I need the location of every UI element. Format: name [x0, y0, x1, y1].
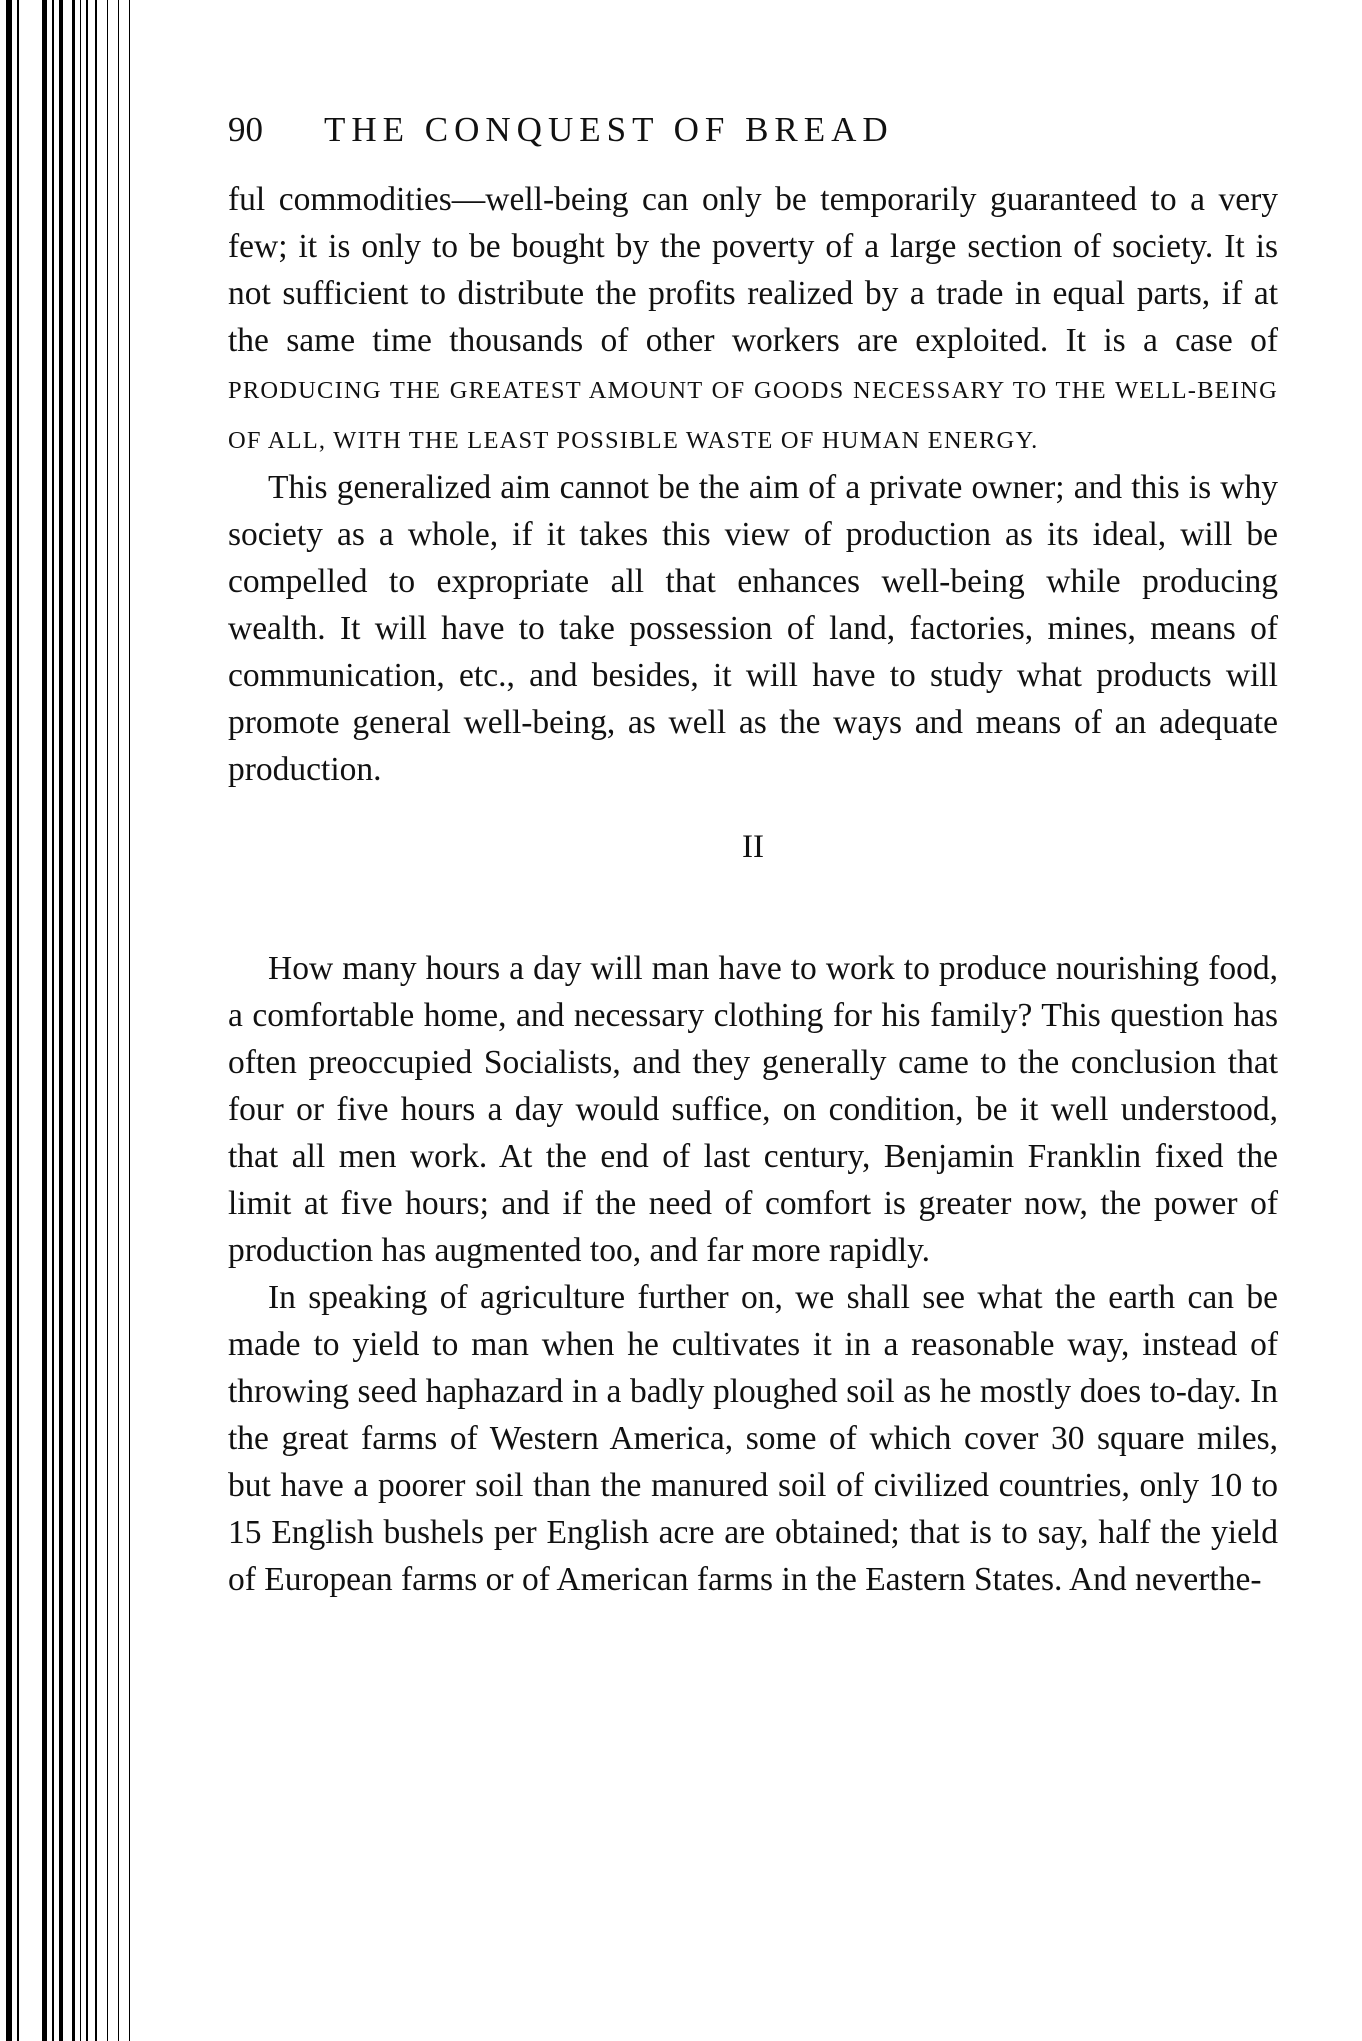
book-page [228, 110, 1278, 1603]
running-head [228, 110, 1278, 176]
paragraph-agriculture: In speaking of agriculture further on, we shall see what the earth can be made to yield to man when he cultivates it in a reasonable way, instead of throwing seed haphazard in a badly ploughed soil as he mostly does to-day. In the great farms of Western America, some of which cover 30 square miles, but have a poorer soil than the manured soil of civilized countries, only 10 to 15 English bushels per English acre are obtained; that is to say, half the yield of European farms or of American farms in the Eastern States. And neverthe- [228, 1279, 1278, 1598]
page-number: 90 [228, 110, 263, 149]
section-numeral: II [742, 829, 764, 865]
book-binding-edge [0, 0, 150, 2041]
paragraph-private-owner: This generalized aim cannot be the aim of a private owner; and this is why society as a whole, if it takes this view of production as its ideal, will be compelled to expropriate all that enhances well-being while producing wealth. It will have to take possession of land, factories, mines, means of communication, etc., and besides, it will have to study what products will promote general well-being, as well as the ways and means of an adequate production. [228, 469, 1278, 788]
small-caps-emphasis: PRODUCING THE GREATEST AMOUNT OF GOODS NECESSARY TO THE WELL-BEING OF ALL, WITH THE LEAST POSSIBLE WASTE OF HUMAN ENERGY. [228, 377, 1278, 454]
paragraph-continued [228, 176, 1278, 464]
paragraph-work-hours: How many hours a day will man have to work to produce nourishing food, a comfortable home, and necessary clothing for his family? This question has often preoccupied Socialists, and they generally came to the conclusion that four or five hours a day would suffice, on condition, be it well understood, that all men work. At the end of last century, Benjamin Franklin fixed the limit at five hours; and if the need of comfort is greater now, the power of production has augmented too, and far more rapidly. [228, 950, 1278, 1269]
running-title: THE CONQUEST OF BREAD [324, 110, 894, 149]
paragraph-text: ful commodities—well-being can only be temporarily guaranteed to a very few; it is only to be bought by the poverty of a large section of society. It is not sufficient to distribute the profits realized by a trade in equal parts, if at the same time thousands of other workers are exploited. It is a case of [228, 181, 1278, 359]
